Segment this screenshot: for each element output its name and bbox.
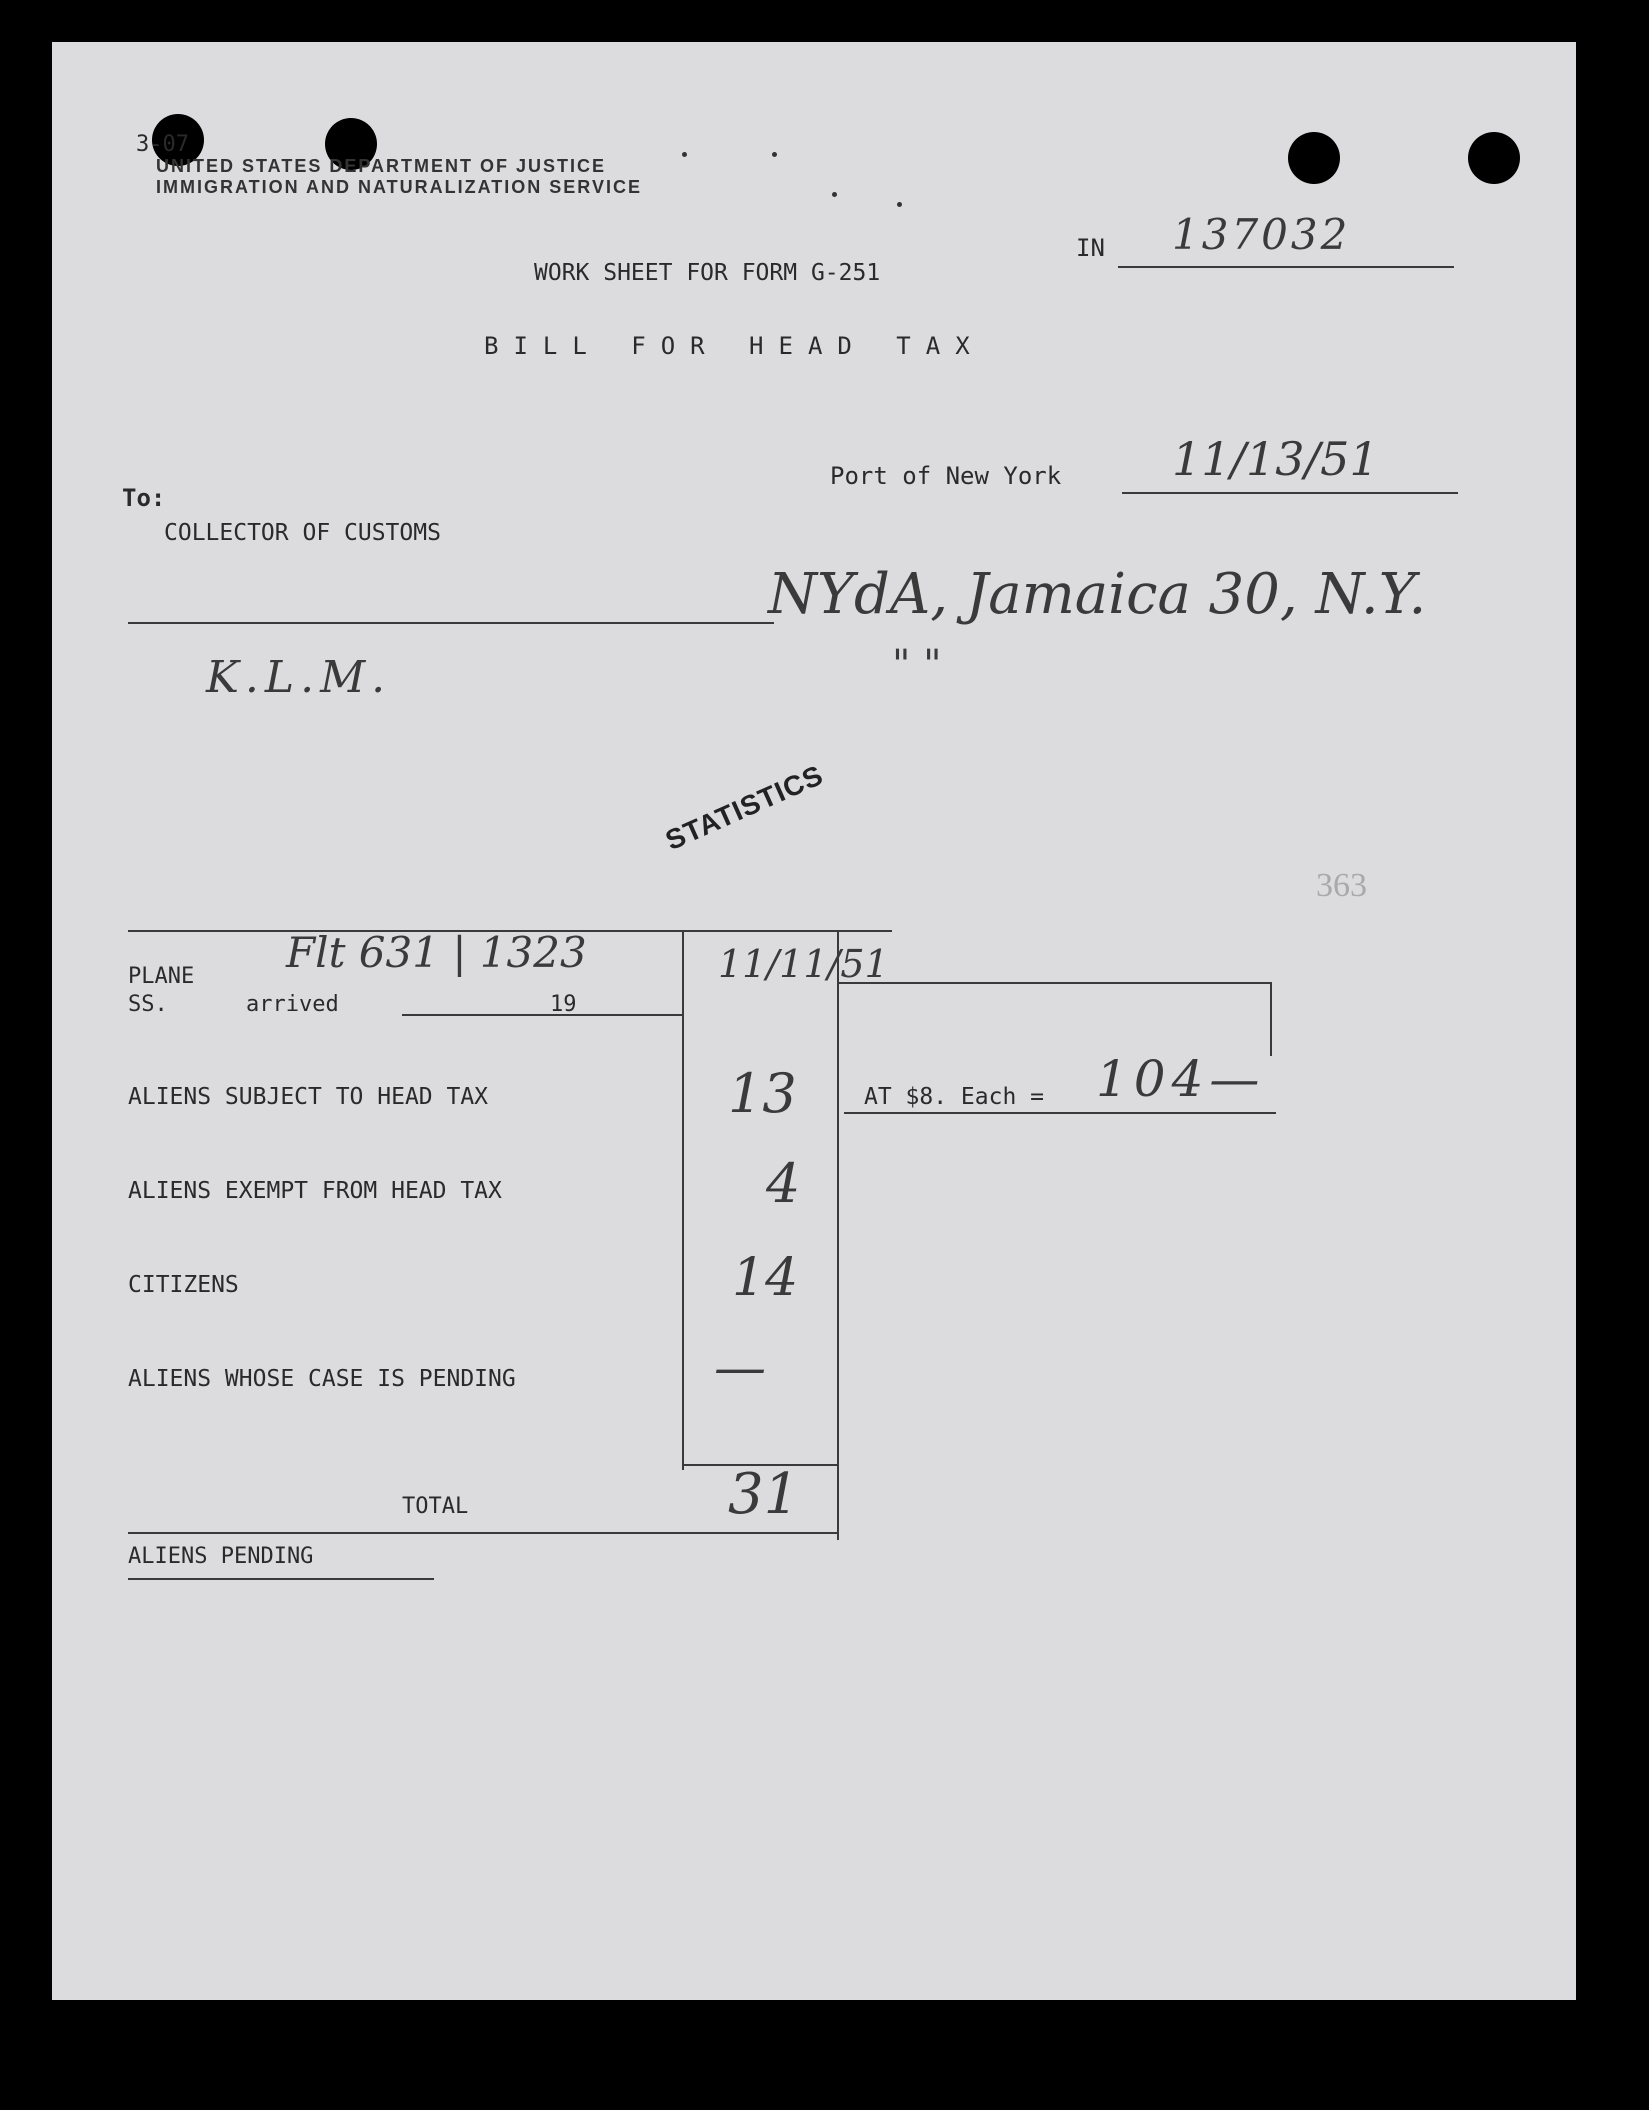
speck	[682, 152, 687, 157]
rate-box-bottom	[844, 1112, 1276, 1114]
rate-label: AT $8. Each =	[864, 1084, 1045, 1110]
year-prefix: 19	[550, 992, 577, 1017]
row-value-exempt: 4	[766, 1152, 801, 1215]
document-page	[52, 42, 1576, 2000]
carrier-handwritten: K.L.M.	[206, 652, 392, 703]
arrived-label: arrived	[246, 992, 339, 1017]
rate-box-right	[1270, 982, 1272, 1056]
location-handwritten: NYdA, Jamaica 30, N.Y.	[768, 562, 1427, 627]
rate-box-top	[838, 982, 1270, 984]
ss-label: SS.	[128, 992, 168, 1017]
statistics-stamp: STATISTICS	[660, 758, 828, 857]
row-label-citizens: CITIZENS	[128, 1272, 239, 1298]
total-bottom-rule	[128, 1532, 838, 1534]
ref-label: IN	[1076, 234, 1105, 262]
punch-hole-3	[1288, 132, 1340, 184]
bill-title: BILL FOR HEAD TAX	[484, 332, 985, 360]
aliens-pending-label: ALIENS PENDING	[128, 1544, 314, 1569]
to-label: To:	[122, 484, 166, 512]
page-number-stamp: 363	[1316, 867, 1367, 904]
value-column-right-rule	[837, 930, 839, 1540]
port-label: Port of New York	[830, 462, 1062, 490]
addressee-underline	[128, 622, 774, 624]
rate-amount: 104—	[1096, 1050, 1266, 1108]
row-label-exempt: ALIENS EXEMPT FROM HEAD TAX	[128, 1178, 502, 1204]
agency-line-1: UNITED STATES DEPARTMENT OF JUSTICE	[156, 156, 607, 176]
form-number: 3-07	[136, 132, 189, 157]
ref-underline	[1118, 266, 1454, 268]
row-value-citizens: 14	[732, 1248, 799, 1308]
addressee: COLLECTOR OF CUSTOMS	[164, 520, 441, 546]
speck	[897, 202, 902, 207]
row-label-pending: ALIENS WHOSE CASE IS PENDING	[128, 1366, 516, 1392]
date-underline	[1122, 492, 1458, 494]
row-value-pending: —	[714, 1338, 766, 1398]
pending-underline	[128, 1578, 434, 1580]
punch-hole-4	[1468, 132, 1520, 184]
total-value: 31	[728, 1462, 800, 1527]
agency-line-2: IMMIGRATION AND NATURALIZATION SERVICE	[156, 177, 642, 197]
speck	[772, 152, 777, 157]
row-label-subject: ALIENS SUBJECT TO HEAD TAX	[128, 1084, 489, 1110]
row-value-subject: 13	[728, 1062, 797, 1125]
flight-handwritten: Flt 631 | 1323	[286, 928, 587, 977]
plane-label: PLANE	[128, 964, 195, 989]
value-column-left-rule	[682, 930, 684, 1470]
ditto-marks: " "	[892, 642, 942, 688]
form-title: WORK SHEET FOR FORM G-251	[534, 260, 881, 286]
port-date: 11/13/51	[1172, 432, 1379, 486]
ref-value: 137032	[1172, 210, 1351, 259]
plane-row-rule	[402, 1014, 682, 1016]
speck	[832, 192, 837, 197]
arrival-date-handwritten: 11/11/51	[718, 942, 889, 986]
total-label: TOTAL	[402, 1494, 469, 1519]
